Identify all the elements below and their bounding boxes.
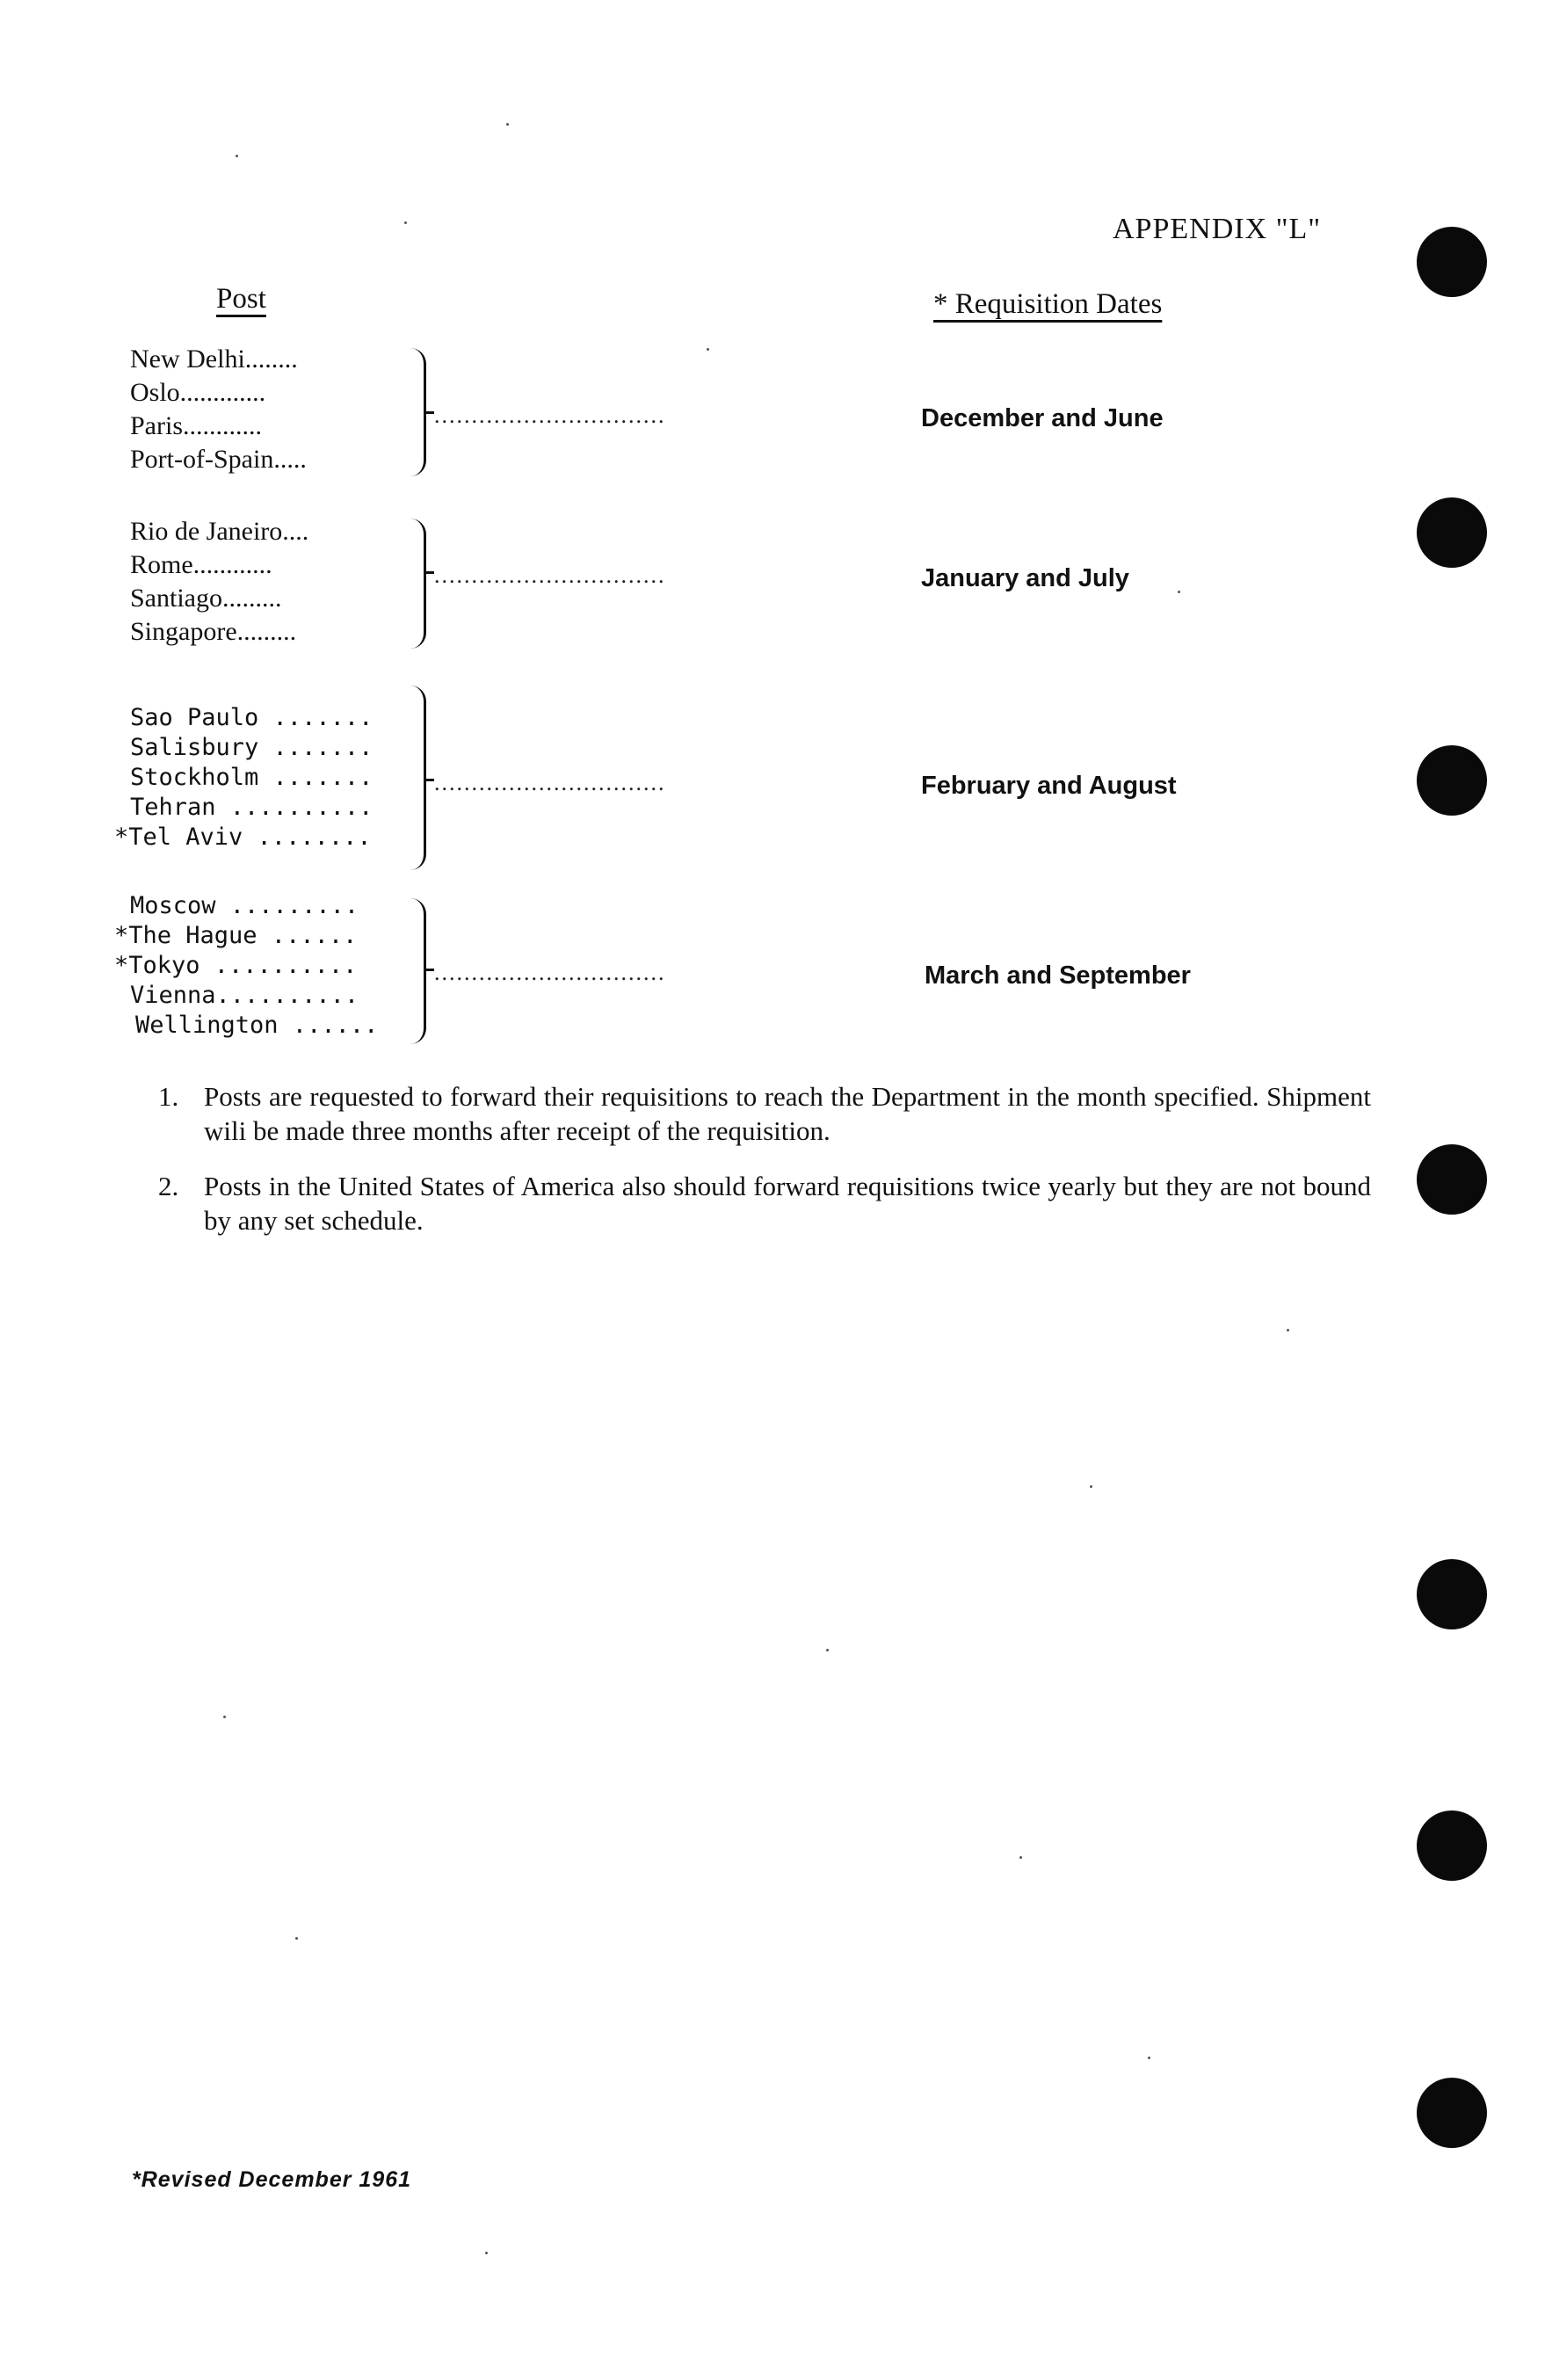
note-text: Posts are requested to forward their requisitions to reach the Department in the month specified. Shipment wili be made three months after receipt of the requisition.: [204, 1081, 1371, 1146]
punch-hole: [1417, 1559, 1487, 1629]
post-name: Sao Paulo .......: [130, 704, 374, 731]
requisition-dates: February and August: [921, 772, 1177, 800]
brace-point: [424, 571, 434, 574]
punch-hole: [1417, 2078, 1487, 2148]
punch-hole: [1417, 1144, 1487, 1215]
scan-speck: [1090, 1485, 1092, 1488]
post-name: Singapore.........: [130, 617, 297, 646]
note-item: [158, 1079, 1371, 1148]
requisition-dates: December and June: [921, 404, 1164, 432]
punch-hole: [1417, 1810, 1487, 1881]
dot-leader: ...............................: [434, 562, 666, 588]
post-name: Salisbury .......: [130, 734, 374, 761]
punch-hole: [1417, 227, 1487, 297]
requisition-dates: March and September: [925, 961, 1191, 990]
scan-speck: [1287, 1329, 1289, 1331]
post-name: *Tel Aviv ........: [114, 824, 372, 851]
post-name: Wellington ......: [135, 1012, 379, 1039]
notes-list: [158, 1079, 1371, 1259]
post-group: [130, 517, 1273, 657]
punch-hole: [1417, 745, 1487, 816]
appendix-title: APPENDIX "L": [1113, 213, 1322, 245]
post-name: Stockholm .......: [130, 764, 374, 791]
post-name: Moscow .........: [130, 892, 359, 919]
dot-leader: ...............................: [434, 403, 666, 428]
brace-point: [424, 411, 434, 414]
post-name: Vienna..........: [130, 982, 359, 1009]
column-header-requisition-dates: * Requisition Dates: [933, 288, 1163, 320]
brace-point: [424, 779, 434, 781]
post-name: New Delhi........: [130, 345, 298, 374]
scan-speck: [1019, 1856, 1022, 1859]
post-name: Paris............: [130, 411, 262, 440]
post-group: [114, 703, 1273, 888]
scan-speck: [485, 2252, 488, 2254]
post-name: *The Hague ......: [114, 922, 358, 949]
revision-footnote: *Revised December 1961: [132, 2167, 412, 2192]
scan-speck: [404, 221, 407, 224]
scan-speck: [223, 1716, 226, 1718]
scan-speck: [506, 123, 509, 126]
post-name: *Tokyo ..........: [114, 952, 358, 979]
brace-point: [424, 969, 434, 971]
post-name: Santiago.........: [130, 584, 282, 613]
note-number: 1.: [158, 1081, 179, 1112]
post-group: [114, 891, 1273, 1049]
scan-speck: [826, 1649, 829, 1651]
group-brace: [399, 686, 426, 870]
post-name: Rio de Janeiro....: [130, 517, 309, 546]
dot-leader: ...............................: [434, 770, 666, 795]
scan-speck: [1148, 2057, 1150, 2059]
post-name: Oslo.............: [130, 378, 266, 407]
post-name: Tehran ..........: [130, 794, 374, 821]
dot-leader: ...............................: [434, 960, 666, 985]
group-brace: [399, 348, 426, 476]
scan-speck: [295, 1937, 298, 1940]
post-name: Port-of-Spain.....: [130, 445, 307, 474]
note-number: 2.: [158, 1171, 179, 1201]
group-brace: [399, 519, 426, 649]
column-header-post: Post: [216, 283, 266, 315]
note-item: [158, 1169, 1371, 1237]
group-brace: [399, 898, 426, 1044]
punch-hole: [1417, 497, 1487, 568]
note-text: Posts in the United States of America also should forward requisitions twice yearly but they are not bound by any set schedule.: [204, 1171, 1371, 1236]
post-group: [130, 345, 1273, 485]
post-name: Rome............: [130, 550, 272, 579]
scan-speck: [236, 155, 238, 157]
requisition-dates: January and July: [921, 564, 1129, 592]
